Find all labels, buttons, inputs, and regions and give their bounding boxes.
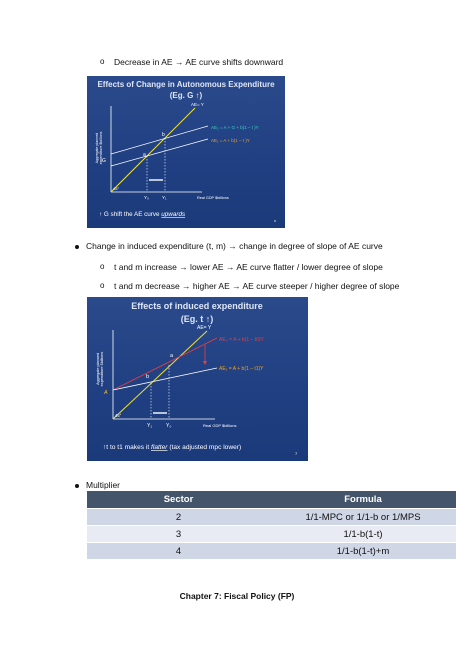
table-row bbox=[87, 543, 456, 560]
table-header-row bbox=[87, 491, 456, 509]
slide2-title-line2: (Eg. t ↑) bbox=[180, 314, 214, 324]
slide2-ae-eq-y: AE= Y bbox=[197, 325, 212, 331]
chapter-heading: Chapter 7: Fiscal Policy (FP) bbox=[179, 591, 295, 601]
slide1-caption: ↑ G shift the AE curve upwards bbox=[99, 211, 186, 218]
slide1-ae-eq-y: AE= Y bbox=[191, 102, 204, 107]
slide1-y0: Y₀ bbox=[144, 195, 149, 200]
slide2-point-a: a bbox=[170, 353, 174, 359]
slide2-ae1-line bbox=[113, 368, 217, 390]
multiplier-table bbox=[87, 491, 456, 559]
cell-sector: 2 bbox=[87, 509, 270, 526]
slide1-angle: 45° bbox=[113, 186, 120, 191]
sub-bullet-marker: o bbox=[100, 57, 105, 66]
slide1-y1: Y₁ bbox=[162, 195, 167, 200]
slide2-title-line1: Effects of induced expenditure bbox=[131, 301, 263, 311]
bullet-t-m-increase: t and m increase → lower AE → AE curve flatter / lower degree of slope bbox=[114, 262, 383, 272]
slide2-shift-arrowhead bbox=[203, 361, 207, 365]
cell-formula: 1/1-b(1-t)+m bbox=[270, 543, 456, 560]
slide-autonomous-expenditure bbox=[87, 76, 285, 228]
slide2-point-b: b bbox=[146, 374, 150, 380]
slide2-angle: 45° bbox=[115, 413, 122, 418]
slide1-point-b: b bbox=[162, 132, 165, 138]
cell-sector: 4 bbox=[87, 543, 270, 560]
slide2-ae-equals-y-line bbox=[113, 331, 207, 419]
sub-bullet-marker: o bbox=[100, 262, 105, 271]
slide2-xlabel: Real GDP $billions bbox=[203, 423, 237, 428]
slide1-g-label: G bbox=[102, 158, 106, 164]
cell-formula: 1/1-b(1-t) bbox=[270, 526, 456, 543]
slide1-ae2-line bbox=[111, 126, 208, 154]
bullet-marker bbox=[75, 484, 79, 488]
slide1-title-line1: Effects of Change in Autonomous Expenditure bbox=[97, 80, 275, 89]
table-row bbox=[87, 509, 456, 526]
bullet-marker bbox=[75, 245, 79, 249]
slide1-ylabel-2: expenditure $billions bbox=[99, 131, 103, 165]
slide1-ae1-label: AE₁ = A + b(1 – t )Y bbox=[211, 138, 250, 143]
slide2-ylabel-2: expenditure $billions bbox=[100, 351, 104, 387]
slide1-xlabel: Real GDP $billions bbox=[197, 196, 229, 200]
slide1-ae2-label: AE₂ = A + G + b(1 – t )Y bbox=[211, 125, 259, 130]
slide2-ylabel-1: Aggregate planned bbox=[96, 352, 100, 386]
slide1-ylabel-1: Aggregate planned bbox=[95, 132, 99, 164]
slide1-point-a: a bbox=[143, 152, 146, 158]
slide2-ae1-label: AE₁ = A + b(1 – t1)Y bbox=[219, 366, 264, 372]
slide2-caption: ↑t to t1 makes it flatter (tax adjusted mpc lower) bbox=[103, 444, 242, 451]
slide2-ae0-label: AE₀ = A + b(1 – t0)Y bbox=[219, 337, 264, 343]
cell-sector: 3 bbox=[87, 526, 270, 543]
bullet-decrease-ae: Decrease in AE → AE curve shifts downward bbox=[114, 57, 284, 67]
header-sector: Sector bbox=[87, 491, 270, 509]
sub-bullet-marker: o bbox=[100, 281, 105, 290]
slide2-page-mark: 7 bbox=[295, 451, 298, 456]
slide2-y0: Y₀ bbox=[166, 423, 172, 429]
header-formula: Formula bbox=[270, 491, 456, 509]
table-row bbox=[87, 526, 456, 543]
cell-formula: 1/1-MPC or 1/1-b or 1/MPS bbox=[270, 509, 456, 526]
bullet-t-m-decrease: t and m decrease → higher AE → AE curve steeper / higher degree of slope bbox=[114, 281, 400, 291]
slide1-page-mark: x bbox=[274, 218, 276, 223]
slide1-title-line2: (Eg. G ↑) bbox=[169, 91, 203, 100]
slide-induced-expenditure bbox=[87, 297, 308, 461]
bullet-induced-change: Change in induced expenditure (t, m) → change in degree of slope of AE curve bbox=[86, 241, 383, 251]
slide2-ae0-line bbox=[113, 338, 217, 390]
slide2-y1: Y₁ bbox=[147, 423, 153, 429]
slide2-a-label: A bbox=[104, 390, 108, 396]
bullet-multiplier: Multiplier bbox=[86, 480, 121, 490]
